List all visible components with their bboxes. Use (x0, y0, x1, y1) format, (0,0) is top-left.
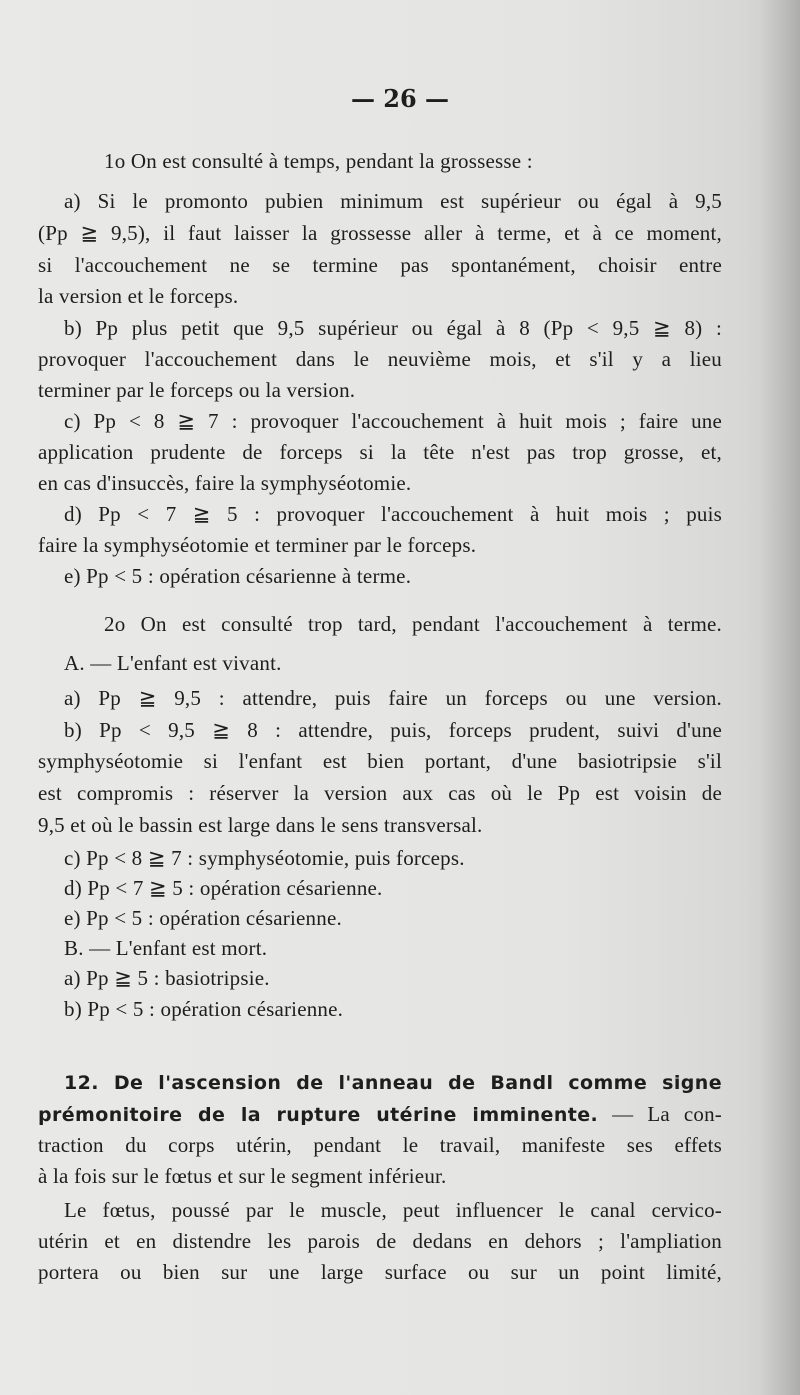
text-line-22: c) Pp < 8 ≧ 7 : symphyséotomie, puis forceps. (64, 846, 465, 870)
text-line-11: en cas d'insuccès, faire la symphyséotomie. (38, 471, 412, 495)
text-line-18: b) Pp < 9,5 ≧ 8 : attendre, puis, forceps prudent, suivi d'une (64, 718, 722, 742)
section-12-heading-rest: — La con- (598, 1102, 722, 1126)
text-line-1: 1o On est consulté à temps, pendant la grossesse : (104, 149, 533, 173)
text-line-14: e) Pp < 5 : opération césarienne à terme. (64, 564, 412, 588)
text-line-3: (Pp ≧ 9,5), il faut laisser la grossesse aller à terme, et à ce moment, (38, 221, 722, 245)
text-line-2: a) Si le promonto pubien minimum est supérieur ou égal à 9,5 (64, 189, 722, 213)
section-12-heading-line-2 (38, 1099, 722, 1129)
text-line-15: 2o On est consulté trop tard, pendant l'accouchement à terme. (104, 612, 722, 636)
section-12-line-6: utérin et en distendre les parois de dedans en dehors ; l'ampliation (38, 1229, 722, 1253)
text-line-4: si l'accouchement ne se termine pas spontanément, choisir entre (38, 253, 722, 277)
text-line-25: B. — L'enfant est mort. (64, 936, 268, 960)
text-line-12: d) Pp < 7 ≧ 5 : provoquer l'accouchement à huit mois ; puis (64, 502, 722, 526)
text-line-9: c) Pp < 8 ≧ 7 : provoquer l'accouchement à huit mois ; faire une (64, 409, 722, 433)
text-line-5: la version et le forceps. (38, 284, 239, 308)
text-line-27: b) Pp < 5 : opération césarienne. (64, 997, 344, 1021)
text-line-26: a) Pp ≧ 5 : basiotripsie. (64, 966, 270, 990)
text-line-23: d) Pp < 7 ≧ 5 : opération césarienne. (64, 876, 383, 900)
text-line-13: faire la symphyséotomie et terminer par le forceps. (38, 533, 477, 557)
section-12-line-3: traction du corps utérin, pendant le travail, manifeste ses effets (38, 1133, 722, 1157)
section-12-line-5: Le fœtus, poussé par le muscle, peut influencer le canal cervico- (64, 1198, 722, 1222)
section-12-heading: 12. De l'ascension de l'anneau de Bandl comme signe (64, 1072, 722, 1094)
text-line-7: provoquer l'accouchement dans le neuvième mois, et s'il y a lieu (38, 347, 722, 371)
text-line-16: A. — L'enfant est vivant. (64, 651, 282, 675)
section-12-line-7: portera ou bien sur une large surface ou sur un point limité, (38, 1260, 722, 1284)
page-edge-shadow (760, 0, 800, 1395)
text-line-24: e) Pp < 5 : opération césarienne. (64, 906, 342, 930)
text-line-21: 9,5 et où le bassin est large dans le sens transversal. (38, 813, 483, 837)
text-line-17: a) Pp ≧ 9,5 : attendre, puis faire un forceps ou une version. (64, 686, 722, 710)
text-line-6: b) Pp plus petit que 9,5 supérieur ou égal à 8 (Pp < 9,5 ≧ 8) : (64, 316, 722, 340)
section-12-line-4: à la fois sur le fœtus et sur le segment inférieur. (38, 1164, 447, 1188)
text-line-10: application prudente de forceps si la tête n'est pas trop grosse, et, (38, 440, 722, 464)
section-12-heading-bold: prémonitoire de la rupture utérine imminente. (38, 1104, 599, 1126)
text-line-8: terminer par le forceps ou la version. (38, 378, 356, 402)
text-line-20: est compromis : réserver la version aux cas où le Pp est voisin de (38, 781, 722, 805)
page-number: — 26 — (350, 84, 450, 113)
text-line-19: symphyséotomie si l'enfant est bien portant, d'une basiotripsie s'il (38, 749, 722, 773)
